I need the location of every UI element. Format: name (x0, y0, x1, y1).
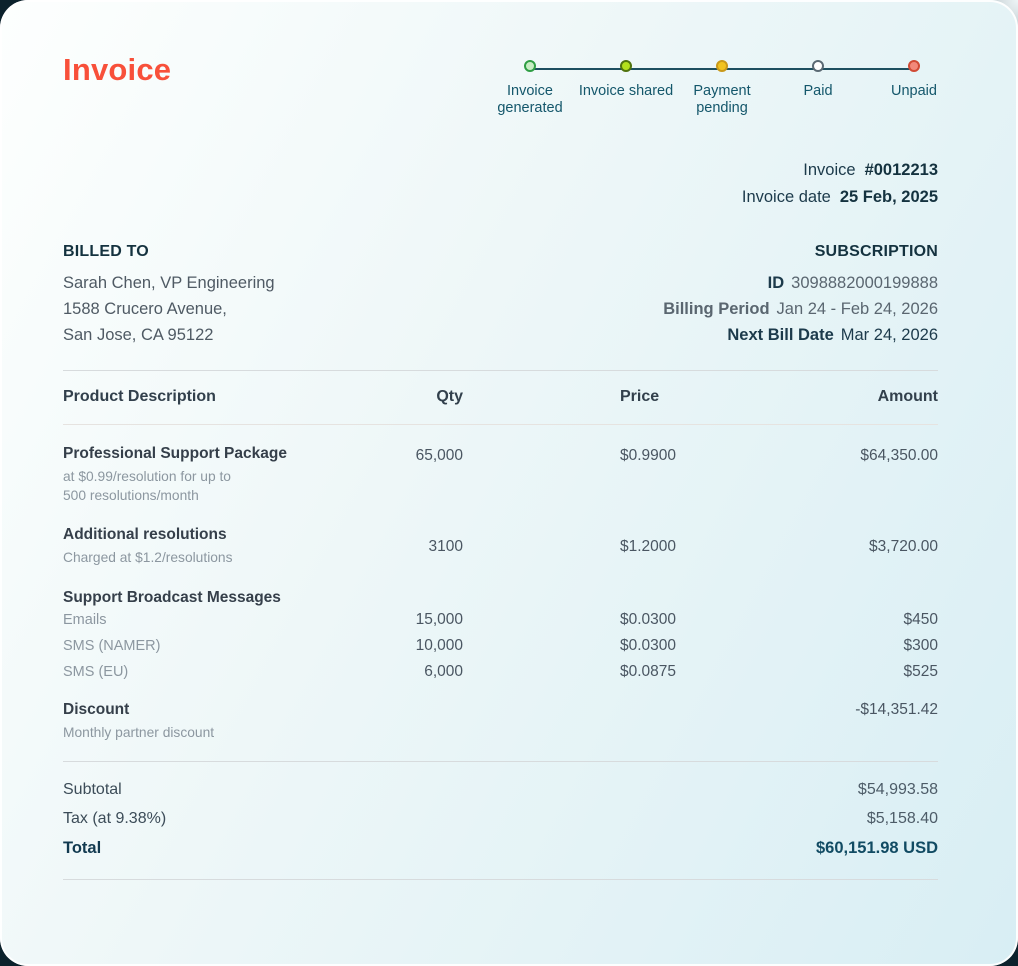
product-title: SMS (EU) (63, 664, 129, 681)
qty-cell: 3100 (428, 537, 463, 555)
product-title: Additional resolutions (63, 525, 227, 543)
billed-to-heading: BILLED TO (63, 242, 149, 260)
amount-cell: $3,720.00 (869, 537, 938, 555)
invoice-date-row (63, 184, 938, 211)
tax-row (63, 805, 938, 834)
price-cell: $0.0875 (620, 663, 677, 681)
amount-cell: $525 (903, 663, 938, 681)
amount-cell: $64,350.00 (860, 447, 938, 465)
product-cell (63, 701, 400, 743)
qty-cell: 10,000 (415, 637, 463, 655)
amount-cell: -$14,351.42 (855, 701, 938, 719)
amount-cell: $450 (903, 611, 938, 629)
discount-subtitle: Monthly partner discount (63, 725, 215, 741)
subscription-id-label: ID (767, 273, 785, 292)
subscription-id-row (663, 271, 938, 297)
qty-cell: 6,000 (424, 663, 463, 681)
total-row (63, 834, 938, 864)
page-title: Invoice (63, 52, 172, 87)
column-header-qty: Qty (436, 388, 463, 406)
price-cell: $0.9900 (620, 447, 677, 465)
tax-value: $5,158.40 (866, 809, 938, 827)
product-subtitle: at $0.99/resolution for up to 500 resolutions/month (63, 469, 231, 504)
table-row (63, 607, 938, 633)
table-row (63, 518, 938, 576)
subtotal-value: $54,993.58 (857, 780, 938, 798)
invoice-date: 25 Feb, 2025 (839, 187, 938, 206)
step-label: Unpaid (891, 83, 937, 99)
step-dot-icon (716, 60, 728, 72)
line-items-table (63, 371, 938, 762)
column-header-description: Product Description (63, 388, 216, 406)
status-stepper (482, 44, 962, 117)
step-label: Paid (803, 83, 833, 99)
invoice-number-row (63, 157, 938, 184)
subscription (663, 239, 938, 349)
product-subtitle: Charged at $1.2/resolutions (63, 549, 233, 565)
table-row (63, 633, 938, 659)
table-row (63, 425, 938, 517)
billed-to-line: 1588 Crucero Avenue, (63, 299, 227, 318)
next-bill-date-value: Mar 24, 2026 (840, 325, 938, 344)
billed-to-line: Sarah Chen, VP Engineering (63, 273, 275, 292)
invoice-number: #0012213 (864, 161, 938, 180)
price-cell: $1.2000 (620, 537, 677, 555)
table-header-row (63, 371, 938, 425)
amount-cell: $300 (903, 637, 938, 655)
product-title: SMS (NAMER) (63, 638, 161, 655)
invoice-number-label: Invoice (803, 161, 856, 180)
header (63, 44, 938, 117)
product-title: Emails (63, 612, 107, 629)
total-label: Total (63, 838, 102, 857)
billing-period-row (663, 297, 938, 323)
step-dot-icon (908, 60, 920, 72)
column-header-amount: Amount (877, 388, 938, 406)
price-cell: $0.0300 (620, 611, 677, 629)
next-bill-date-row (663, 323, 938, 349)
totals-section (63, 762, 938, 880)
step-dot-icon (524, 60, 536, 72)
billed-to-line: San Jose, CA 95122 (63, 325, 214, 344)
table-row (63, 659, 938, 685)
billing-period-label: Billing Period (663, 299, 770, 318)
parties-section (63, 239, 938, 349)
subscription-heading: SUBSCRIPTION (814, 242, 938, 260)
subtotal-label: Subtotal (63, 780, 122, 798)
billed-to (63, 239, 275, 349)
step-label: Invoice generated (497, 83, 563, 117)
billing-period-value: Jan 24 - Feb 24, 2026 (776, 299, 938, 318)
step-label: Payment pending (693, 83, 751, 117)
total-value: $60,151.98 USD (815, 838, 938, 857)
discount-row (63, 701, 938, 761)
column-header-price: Price (620, 388, 660, 406)
step-label: Invoice shared (578, 83, 674, 99)
price-cell: $0.0300 (620, 637, 677, 655)
tax-label: Tax (at 9.38%) (63, 809, 167, 827)
product-title: Professional Support Package (63, 445, 287, 463)
invoice-meta (63, 157, 938, 210)
subtotal-row (63, 776, 938, 805)
qty-cell: 15,000 (415, 611, 463, 629)
product-cell (63, 526, 400, 568)
subscription-id-value: 3098882000199888 (791, 273, 938, 292)
step-dot-icon (620, 60, 632, 72)
product-cell (63, 445, 400, 505)
table-group-header: Support Broadcast Messages (63, 589, 281, 607)
invoice-date-label: Invoice date (741, 187, 831, 206)
qty-cell: 65,000 (415, 447, 463, 465)
next-bill-date-label: Next Bill Date (727, 325, 834, 344)
discount-title: Discount (63, 701, 130, 719)
step-dot-icon (812, 60, 824, 72)
